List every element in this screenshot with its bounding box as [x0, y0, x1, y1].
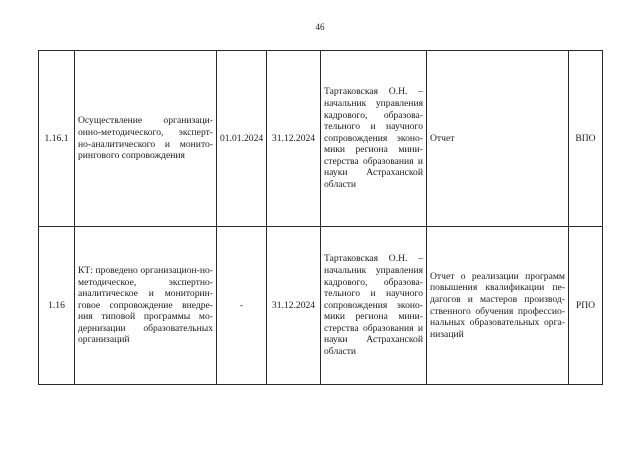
row-number: 1.16: [39, 227, 75, 385]
responsible-person: Тартаковская О.Н. – начальник управления кадрового, образова-тельного и научного сопровождения эконо-мики региона мини-стерства образования и науки Астраханской области: [321, 51, 427, 227]
result-document: Отчет о реализации программ повышения квалификации пе-дагогов и мастеров производ-ственного обучения профессио-нальных образовательных орга-низаций: [427, 227, 569, 385]
control-level: РПО: [569, 227, 603, 385]
event-description: Осуществление организаци-онно-методического, эксперт-но-аналитического и монито-рингового сопровождения: [75, 51, 217, 227]
plan-table: [38, 50, 603, 385]
end-date: 31.12.2024: [267, 51, 321, 227]
table-row: [39, 51, 603, 227]
start-date: 01.01.2024: [217, 51, 267, 227]
control-level: ВПО: [569, 51, 603, 227]
result-document: Отчет: [427, 51, 569, 227]
page-number: 46: [315, 22, 325, 32]
event-description: КТ: проведено организацион-но-методическое, экспертно-аналитическое и мониторин-говое сопровождение внедре-ния типовой программы мо-дернизации образовательных организаций: [75, 227, 217, 385]
table-row: [39, 227, 603, 385]
row-number: 1.16.1: [39, 51, 75, 227]
responsible-person: Тартаковская О.Н. – начальник управления кадрового, образова-тельного и научного сопровождения эконо-мики региона мини-стерства образования и науки Астраханской области: [321, 227, 427, 385]
start-date: -: [217, 227, 267, 385]
end-date: 31.12.2024: [267, 227, 321, 385]
